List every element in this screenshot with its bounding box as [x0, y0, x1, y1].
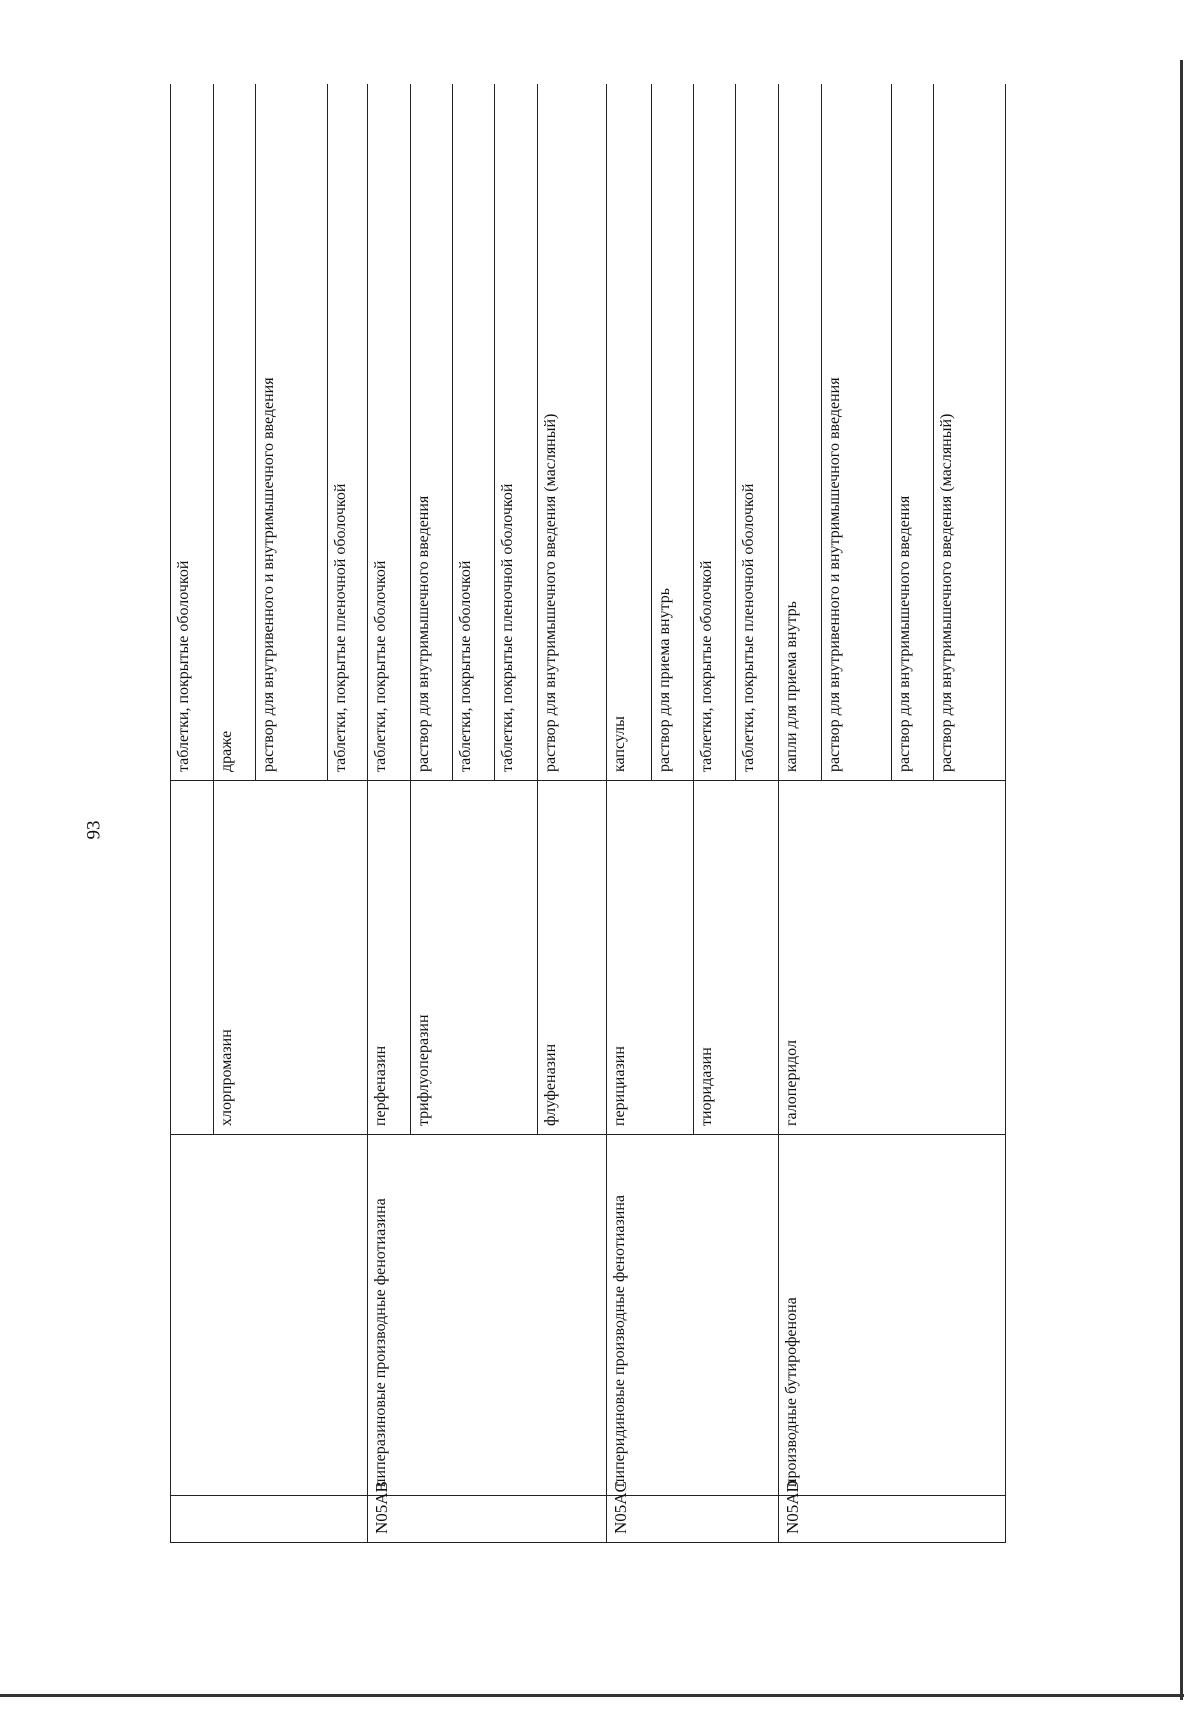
- table-row: [607, 84, 652, 1543]
- inn-cell: флуфеназин: [538, 781, 607, 1135]
- rotated-table-wrapper: [170, 84, 1054, 1543]
- form-cell: таблетки, покрытые пленочной оболочкой: [736, 84, 779, 781]
- form-cell: таблетки, покрытые пленочной оболочкой: [495, 84, 538, 781]
- form-cell: таблетки, покрытые оболочкой: [368, 84, 411, 781]
- form-cell: таблетки, покрытые оболочкой: [694, 84, 736, 781]
- form-cell: раствор для внутримышечного введения (масляный): [538, 84, 607, 781]
- form-cell: таблетки, покрытые оболочкой: [171, 84, 214, 781]
- inn-cell: перициазин: [607, 781, 694, 1135]
- table-row: [171, 84, 214, 1543]
- inn-cell: [171, 781, 214, 1135]
- code-cell: N05AB: [368, 1496, 607, 1543]
- form-cell: капсулы: [607, 84, 652, 781]
- inn-cell: перфеназин: [368, 781, 411, 1135]
- form-cell: раствор для внутривенного и внутримышечного введения: [822, 84, 892, 781]
- form-cell: капли для приема внутрь: [779, 84, 822, 781]
- code-cell: N05AD: [779, 1496, 1006, 1543]
- group-cell: производные бутирофенона: [779, 1135, 1006, 1496]
- table-frame: [170, 84, 1054, 1543]
- group-cell: пиперидиновые производные фенотиазина: [607, 1135, 779, 1496]
- page-number: [82, 810, 106, 850]
- right-edge-rule: [1180, 60, 1183, 1700]
- bottom-edge-rule: [0, 1694, 1184, 1697]
- code-cell: N05AC: [607, 1496, 779, 1543]
- form-cell: раствор для приема внутрь: [652, 84, 694, 781]
- form-cell: раствор для внутримышечного введения (масляный): [934, 84, 1006, 781]
- page-number-text: 93: [83, 820, 104, 840]
- form-cell: раствор для внутримышечного введения: [892, 84, 934, 781]
- inn-cell: трифлуоперазин: [411, 781, 538, 1135]
- inn-cell: тиоридазин: [694, 781, 779, 1135]
- form-cell: таблетки, покрытые оболочкой: [453, 84, 495, 781]
- form-cell: раствор для внутривенного и внутримышечного введения: [256, 84, 328, 781]
- code-cell: [171, 1496, 368, 1543]
- drug-table: [170, 84, 1006, 1543]
- inn-cell: галоперидол: [779, 781, 1006, 1135]
- table-row: [368, 84, 411, 1543]
- form-cell: таблетки, покрытые пленочной оболочкой: [328, 84, 368, 781]
- group-cell: [171, 1135, 368, 1496]
- form-cell: раствор для внутримышечного введения: [411, 84, 453, 781]
- inn-cell: хлорпромазин: [214, 781, 368, 1135]
- form-cell: драже: [214, 84, 256, 781]
- table-row: [779, 84, 822, 1543]
- group-cell: пиперазиновые производные фенотиазина: [368, 1135, 607, 1496]
